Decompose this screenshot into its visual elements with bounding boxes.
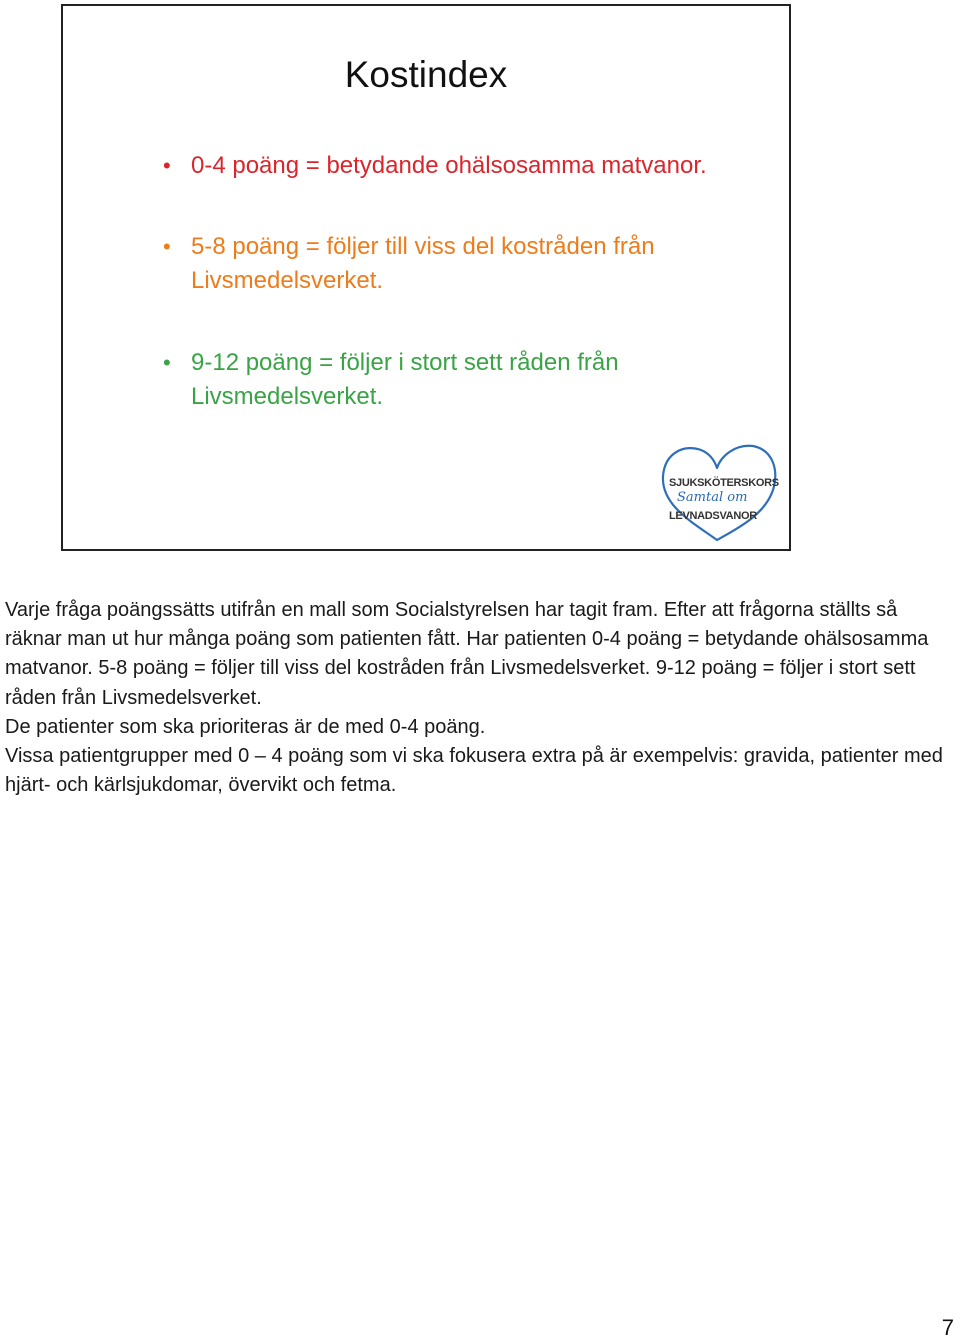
- page-number: 7: [941, 1315, 954, 1340]
- bullet-dot-icon: •: [163, 234, 171, 259]
- speaker-notes: [5, 596, 945, 800]
- bullet-text: 5-8 poäng = följer till viss del kostråden från Livsmedelsverket.: [191, 233, 655, 294]
- bullet-item-red: [163, 149, 763, 183]
- bullet-item-orange: [163, 230, 763, 298]
- heart-logo: [655, 440, 785, 544]
- bullet-dot-icon: •: [163, 350, 171, 375]
- bullet-item-green: [163, 346, 763, 414]
- notes-paragraph-1: Varje fråga poängssätts utifrån en mall som Socialstyrelsen har tagit fram. Efter att frågorna ställts så räknar man ut hur många poäng som patienten fått. Har patienten 0-4 poäng = betydande ohälsosamma matvanor. 5-8 poäng = följer till viss del kostråden från Livsmedelsverket. 9-12 poäng = följer i stort sett råden från Livsmedelsverket.: [5, 599, 929, 709]
- slide-frame: [61, 4, 791, 551]
- bullet-text: 0-4 poäng = betydande ohälsosamma matvanor.: [191, 152, 707, 179]
- logo-line-3: LEVNADSVANOR: [669, 510, 757, 522]
- notes-paragraph-2: De patienter som ska prioriteras är de med 0-4 poäng.: [5, 715, 486, 738]
- logo-line-1: SJUKSKÖTERSKORS: [669, 477, 779, 489]
- slide-title: Kostindex: [344, 54, 508, 95]
- notes-paragraph-3: Vissa patientgrupper med 0 – 4 poäng som vi ska fokusera extra på är exempelvis: gravida, patienter med hjärt- och kärlsjukdomar, övervikt och fetma.: [5, 745, 943, 797]
- bullet-list: [163, 149, 763, 414]
- bullet-text: 9-12 poäng = följer i stort sett råden från Livsmedelsverket.: [191, 349, 619, 410]
- logo-line-2: Samtal om: [677, 490, 748, 505]
- bullet-dot-icon: •: [163, 153, 171, 178]
